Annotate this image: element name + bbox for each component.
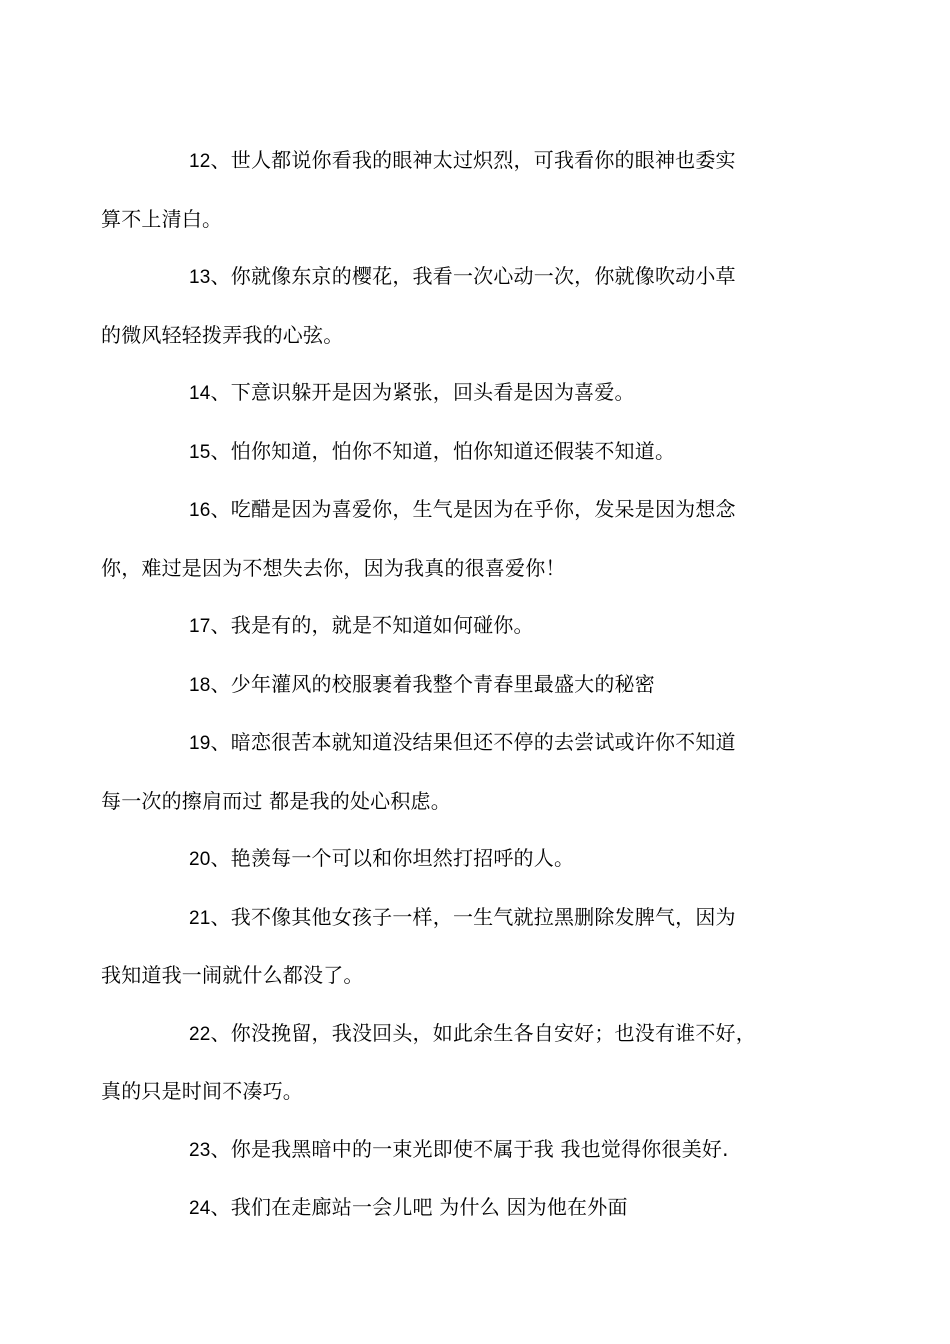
paragraph-line: 的微风轻轻拨弄我的心弦。 [101,322,344,347]
paragraph-number: 24 [189,1198,211,1219]
paragraph-line [145,1121,825,1180]
paragraph-line [145,889,825,948]
paragraph-15 [145,423,825,482]
paragraph-line: 我知道我一闹就什么都没了。 [101,963,364,987]
paragraph-text: 、下意识躲开是因为紧张，回头看是因为喜爱。 [210,380,635,404]
paragraph-line [145,248,825,307]
paragraph-number: 23 [189,1139,211,1161]
paragraph-line: 真的只是时间不凑巧。 [101,1079,303,1103]
paragraph-21 [101,889,825,1005]
paragraph-number: 13 [189,267,211,288]
paragraph-17 [145,597,825,656]
paragraph-number: 16 [189,500,211,521]
paragraph-16 [101,481,825,597]
paragraph-line [145,830,825,889]
paragraph-text: 、我不像其他女孩子一样，一生气就拉黑删除发脾气，因为 [210,904,736,929]
paragraph-23 [145,1121,825,1180]
paragraph-number: 21 [189,907,211,929]
paragraph-number: 14 [189,383,211,404]
paragraph-number: 12 [189,151,211,172]
paragraph-text: 、怕你知道，怕你不知道，怕你知道还假装不知道。 [210,438,676,463]
paragraph-line [145,597,825,656]
paragraph-text: 、你就像东京的樱花，我看一次心动一次，你就像吹动小草 [210,264,736,288]
paragraph-20 [145,830,825,889]
paragraph-text: 、我是有的，就是不知道如何碰你。 [210,613,534,637]
paragraph-text: 、你没挽留，我没回头，如此余生各自安好；也没有谁不好， [210,1020,756,1045]
paragraph-19 [101,714,825,830]
paragraph-number: 19 [189,733,211,754]
paragraph-18 [145,656,825,715]
paragraph-number: 22 [189,1023,211,1045]
paragraph-line: 每一次的擦肩而过 都是我的处心积虑。 [101,788,451,813]
paragraph-line [145,364,825,423]
paragraph-line [145,1179,825,1238]
paragraph-line: 算不上清白。 [101,206,223,231]
paragraph-12 [101,132,825,248]
paragraph-line [145,714,825,773]
document-body [101,132,825,1238]
paragraph-text: 、吃醋是因为喜爱你，生气是因为在乎你，发呆是因为想念 [210,497,736,521]
paragraph-text: 、少年灌风的校服裹着我整个青春里最盛大的秘密 [210,671,655,696]
paragraph-number: 15 [189,441,211,463]
paragraph-line [145,481,825,540]
paragraph-line: 你，难过是因为不想失去你，因为我真的很喜爱你！ [101,555,566,580]
paragraph-13 [101,248,825,364]
paragraph-number: 18 [189,674,211,696]
paragraph-line [145,656,825,715]
paragraph-14 [145,364,825,423]
paragraph-text: 、你是我黑暗中的一束光即使不属于我 我也觉得你很美好. [210,1136,729,1161]
paragraph-22 [101,1005,825,1121]
paragraph-line [145,423,825,482]
paragraph-number: 20 [189,849,211,870]
paragraph-line [145,132,825,191]
paragraph-text: 、我们在走廊站一会儿吧 为什么 因为他在外面 [210,1195,628,1219]
paragraph-24 [145,1179,825,1238]
paragraph-text: 、艳羡每一个可以和你坦然打招呼的人。 [210,846,575,870]
paragraph-text: 、世人都说你看我的眼神太过炽烈，可我看你的眼神也委实 [210,148,736,172]
paragraph-text: 、暗恋很苦本就知道没结果但还不停的去尝试或许你不知道 [210,730,736,754]
paragraph-number: 17 [189,616,211,637]
paragraph-line [145,1005,825,1064]
